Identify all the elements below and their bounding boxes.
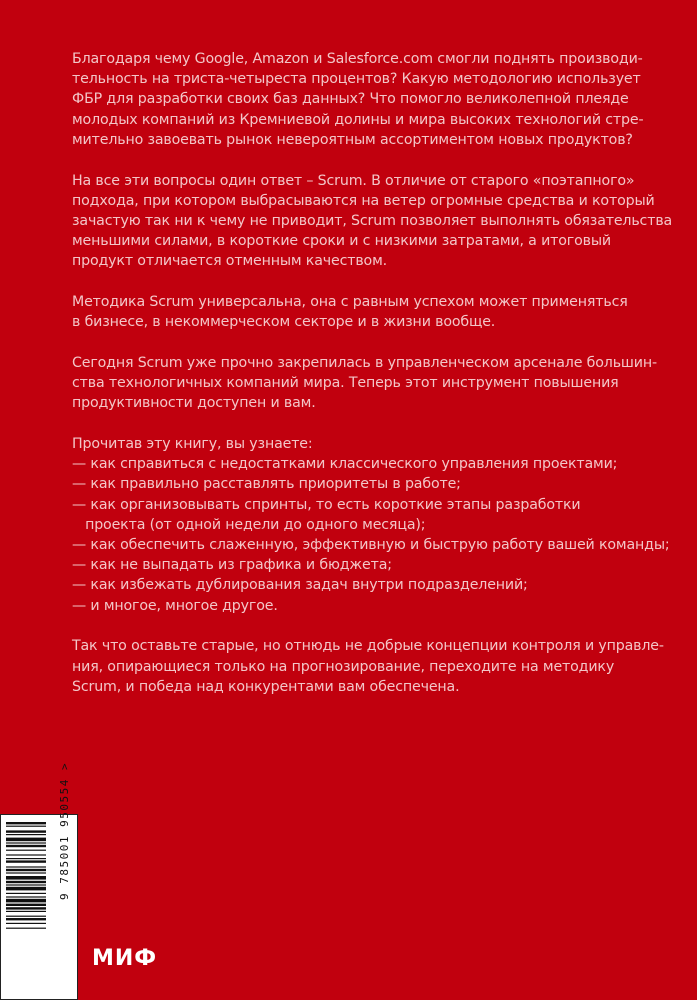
barcode-bar — [6, 896, 46, 897]
barcode-bar — [6, 869, 46, 871]
text-line: зачастую так ни к чему не приводит, Scrum позволяет выполнять обязательства — [72, 212, 673, 229]
text-line: продукт отличается отменным качеством. — [72, 253, 387, 270]
barcode-bar — [6, 860, 46, 862]
paragraph-3 — [72, 292, 652, 332]
text-line: Scrum, и победа над конкурентами вам обеспечена. — [72, 678, 460, 695]
list-item: — как обеспечить слаженную, эффективную и быструю работу вашей команды; — [72, 537, 670, 554]
list-item: — как избежать дублирования задач внутри подразделений; — [72, 577, 528, 594]
barcode-bar — [6, 866, 46, 867]
barcode-digits: 9 785001 950554 > — [58, 761, 71, 900]
barcode-bar — [6, 838, 46, 842]
text-line: молодых компаний из Кремниевой долины и мира высоких технологий стре- — [72, 111, 644, 128]
text-line: подхода, при котором выбрасываются на ветер огромные средства и который — [72, 192, 655, 209]
barcode-bar — [6, 826, 46, 827]
benefits-section — [72, 434, 670, 616]
text-line: в бизнесе, в некоммерческом секторе и в жизни вообще. — [72, 314, 496, 331]
barcode-bar — [6, 928, 46, 929]
text-line: Сегодня Scrum уже прочно закрепилась в управленческом арсенале большин- — [72, 354, 657, 371]
paragraph-1 — [72, 49, 652, 150]
text-line: Благодаря чему Google, Amazon и Salesforce.com смогли поднять производи- — [72, 51, 643, 67]
barcode-bar — [6, 845, 46, 847]
barcode-bar — [6, 887, 46, 891]
text-line: Методика Scrum универсальна, она с равным успехом может применяться — [72, 294, 628, 311]
barcode-bar — [6, 899, 46, 903]
barcode-bar — [6, 854, 46, 855]
barcode-bar — [6, 893, 46, 894]
barcode-bar — [6, 822, 46, 824]
barcode-bar — [6, 884, 46, 885]
publisher-logo: МИФ — [92, 946, 158, 971]
barcode-bar — [6, 842, 46, 843]
list-item: — как справиться с недостатками классического управления проектами; — [72, 456, 618, 473]
text-line: ства технологичных компаний мира. Теперь этот инструмент повышения — [72, 375, 619, 392]
text-line: продуктивности доступен и вам. — [72, 395, 316, 412]
list-intro: Прочитав эту книгу, вы узнаете: — [72, 436, 313, 453]
barcode-bar — [6, 918, 46, 920]
list-item: проекта (от одной недели до одного месяца); — [72, 516, 426, 533]
list-item: — и многое, многое другое. — [72, 597, 278, 614]
barcode-bar — [6, 876, 46, 880]
list-item: — как правильно расставлять приоритеты в работе; — [72, 476, 461, 493]
barcode-bar — [6, 834, 46, 835]
paragraph-5 — [72, 636, 664, 697]
text-line: тельность на триста-четыреста процентов? Какую методологию использует — [72, 71, 641, 88]
list-item: — как организовывать спринты, то есть короткие этапы разработки — [72, 496, 581, 513]
barcode-bar — [6, 881, 46, 883]
barcode-bar — [6, 911, 46, 912]
text-line: На все эти вопросы один ответ – Scrum. В отличие от старого «поэтапного» — [72, 172, 635, 189]
list-item: — как не выпадать из графика и бюджета; — [72, 557, 392, 574]
benefits-list — [72, 454, 670, 616]
text-line: Так что оставьте старые, но отнюдь не добрые концепции контроля и управле- — [72, 638, 664, 655]
barcode-bar — [6, 830, 46, 832]
text-line: мительно завоевать рынок невероятным ассортиментом новых продуктов? — [72, 131, 633, 148]
barcode-bar — [6, 904, 46, 906]
barcode-bar — [6, 916, 46, 917]
paragraph-4 — [72, 353, 657, 414]
paragraph-2 — [72, 171, 673, 272]
back-cover-text — [72, 49, 673, 717]
barcode-bar — [6, 858, 46, 859]
text-line: меньшими силами, в короткие сроки и с низкими затратами, а итоговый — [72, 233, 611, 250]
text-line: ФБР для разработки своих баз данных? Что помогло великолепной плеяде — [72, 91, 629, 108]
barcode-bar — [6, 923, 46, 924]
barcode-bar — [6, 907, 46, 909]
text-line: ния, опирающиеся только на прогнозирование, переходите на методику — [72, 658, 615, 675]
barcode-bar — [6, 872, 46, 873]
barcode-bar — [6, 850, 46, 851]
